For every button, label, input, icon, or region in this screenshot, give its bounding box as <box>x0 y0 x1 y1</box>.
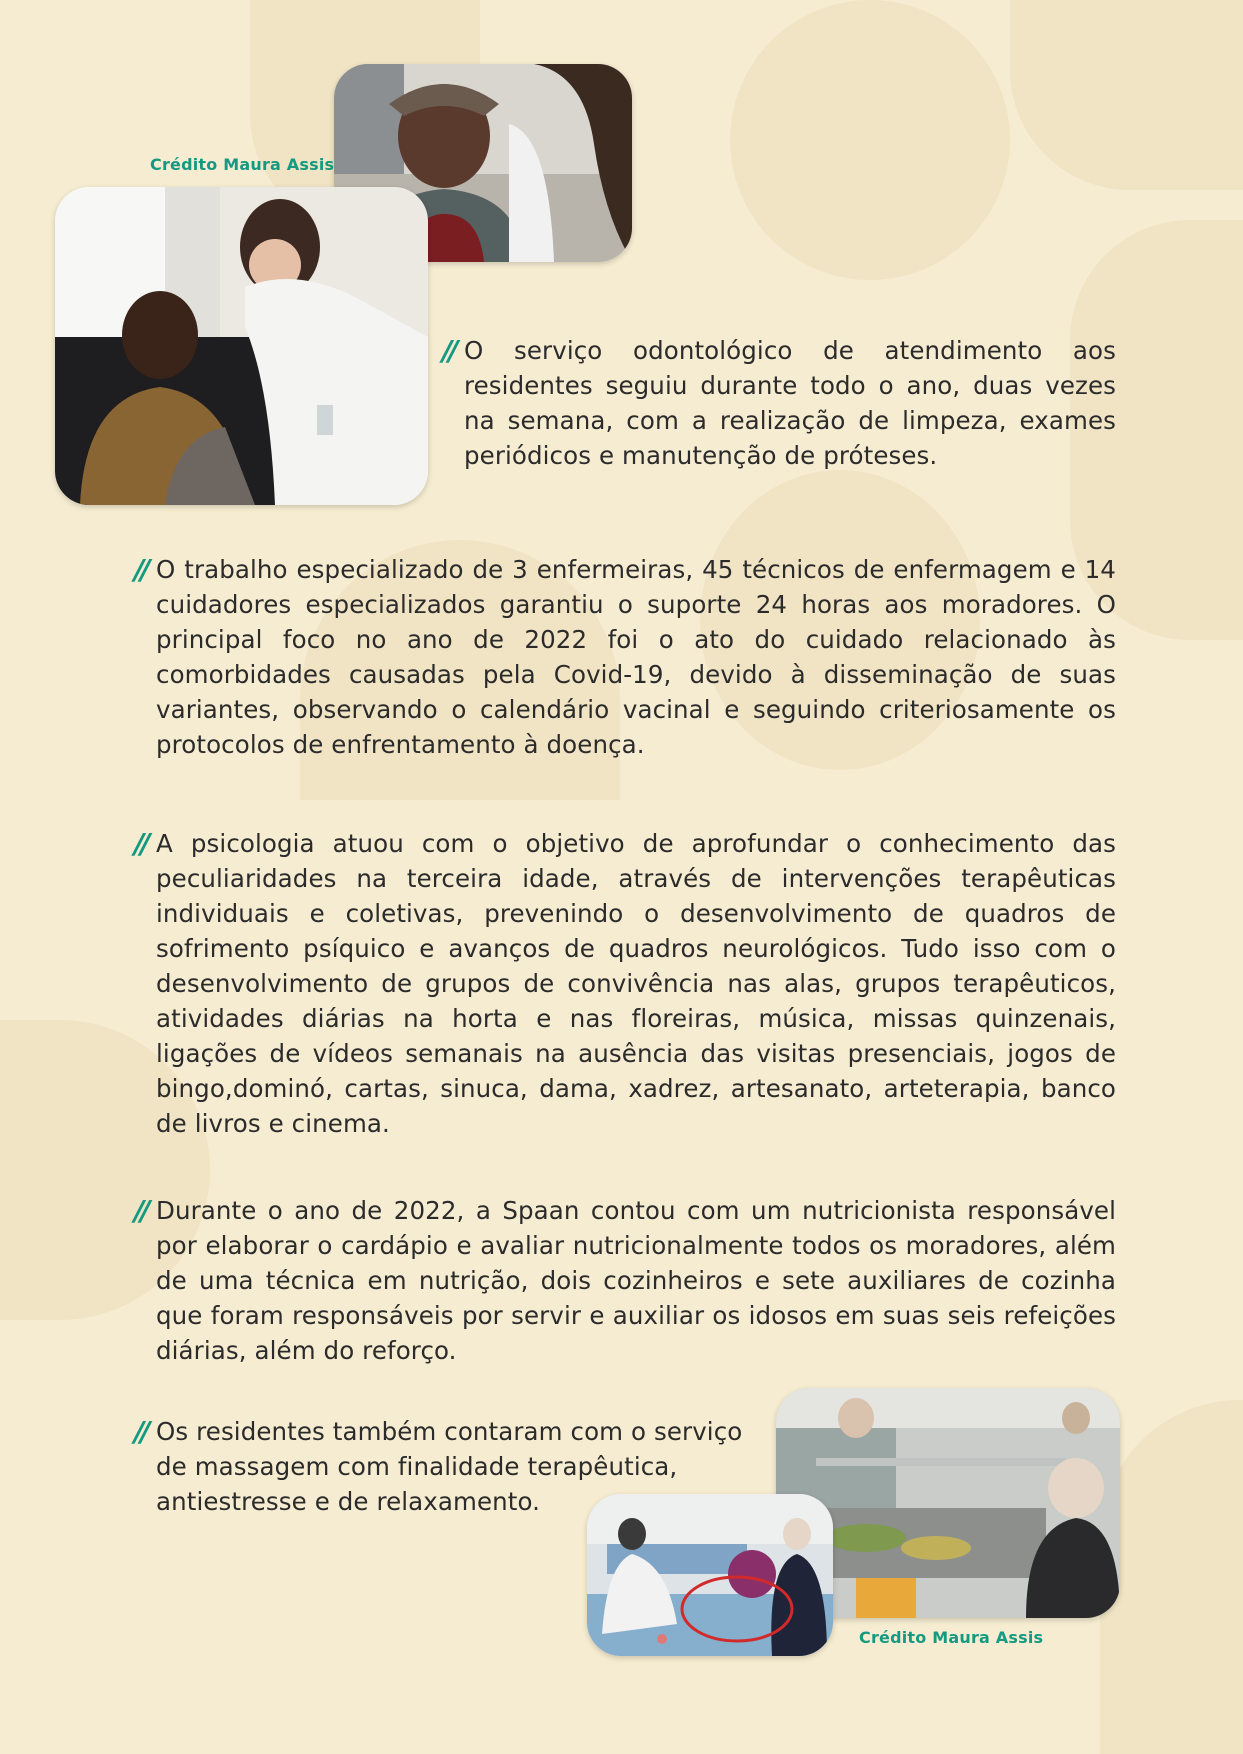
paragraph-massage: Os residentes também contaram com o serviço de massagem com finalidade terapêutica, antiestresse e de relaxamento. <box>156 1417 743 1516</box>
paragraph-marker: // <box>442 334 455 367</box>
paragraph-nutrition: Durante o ano de 2022, a Spaan contou com um nutricionista responsável por elaborar o cardápio e avaliar nutricionalmente todos os moradores, além de uma técnica em nutrição, dois cozinheiros e sete auxiliares de cozinha que foram responsáveis por servir e auxiliar os idosos em suas seis refeições diárias, além do reforço. <box>156 1196 1116 1365</box>
background-shape <box>1010 0 1243 190</box>
paragraph-marker: // <box>134 1415 147 1448</box>
paragraph-dental-service: O serviço odontológico de atendimento aos residentes seguiu durante todo o ano, duas vezes na semana, com a realização de limpeza, exames periódicos e manutenção de próteses. <box>464 336 1116 470</box>
background-shape <box>730 0 1010 280</box>
photo-credit-top: Crédito Maura Assis <box>150 155 335 174</box>
photo-nurse-with-resident <box>55 187 428 505</box>
photo-physiotherapy <box>587 1494 833 1656</box>
paragraph-marker: // <box>134 553 147 586</box>
photo-credit-bottom: Crédito Maura Assis <box>859 1628 1044 1647</box>
background-shape <box>1100 1400 1243 1754</box>
paragraph-marker: // <box>134 1194 147 1227</box>
paragraph-psychology: A psicologia atuou com o objetivo de aprofundar o conhecimento das peculiaridades na terceira idade, através de intervenções terapêuticas individuais e coletivas, prevenindo o desenvolvimento de quadros de sofrimento psíquico e avanços de quadros neurológicos. Tudo isso com o desenvolvimento de grupos de convivência nas alas, grupos terapêuticos, atividades diárias na horta e nas floreiras, música, missas quinzenais, ligações de vídeos semanais na ausência das visitas presenciais, jogos de bingo,dominó, cartas, sinuca, dama, xadrez, artesanato, arteterapia, banco de livros e cinema. <box>156 829 1116 1138</box>
paragraph-nursing-team: O trabalho especializado de 3 enfermeiras, 45 técnicos de enfermagem e 14 cuidadores especializados garantiu o suporte 24 horas aos moradores. O principal foco no ano de 2022 foi o ato do cuidado relacionado às comorbidades causadas pela Covid-19, devido à disseminação de suas variantes, observando o calendário vacinal e seguindo criteriosamente os protocolos de enfrentamento à doença. <box>156 555 1116 759</box>
paragraph-marker: // <box>134 827 147 860</box>
